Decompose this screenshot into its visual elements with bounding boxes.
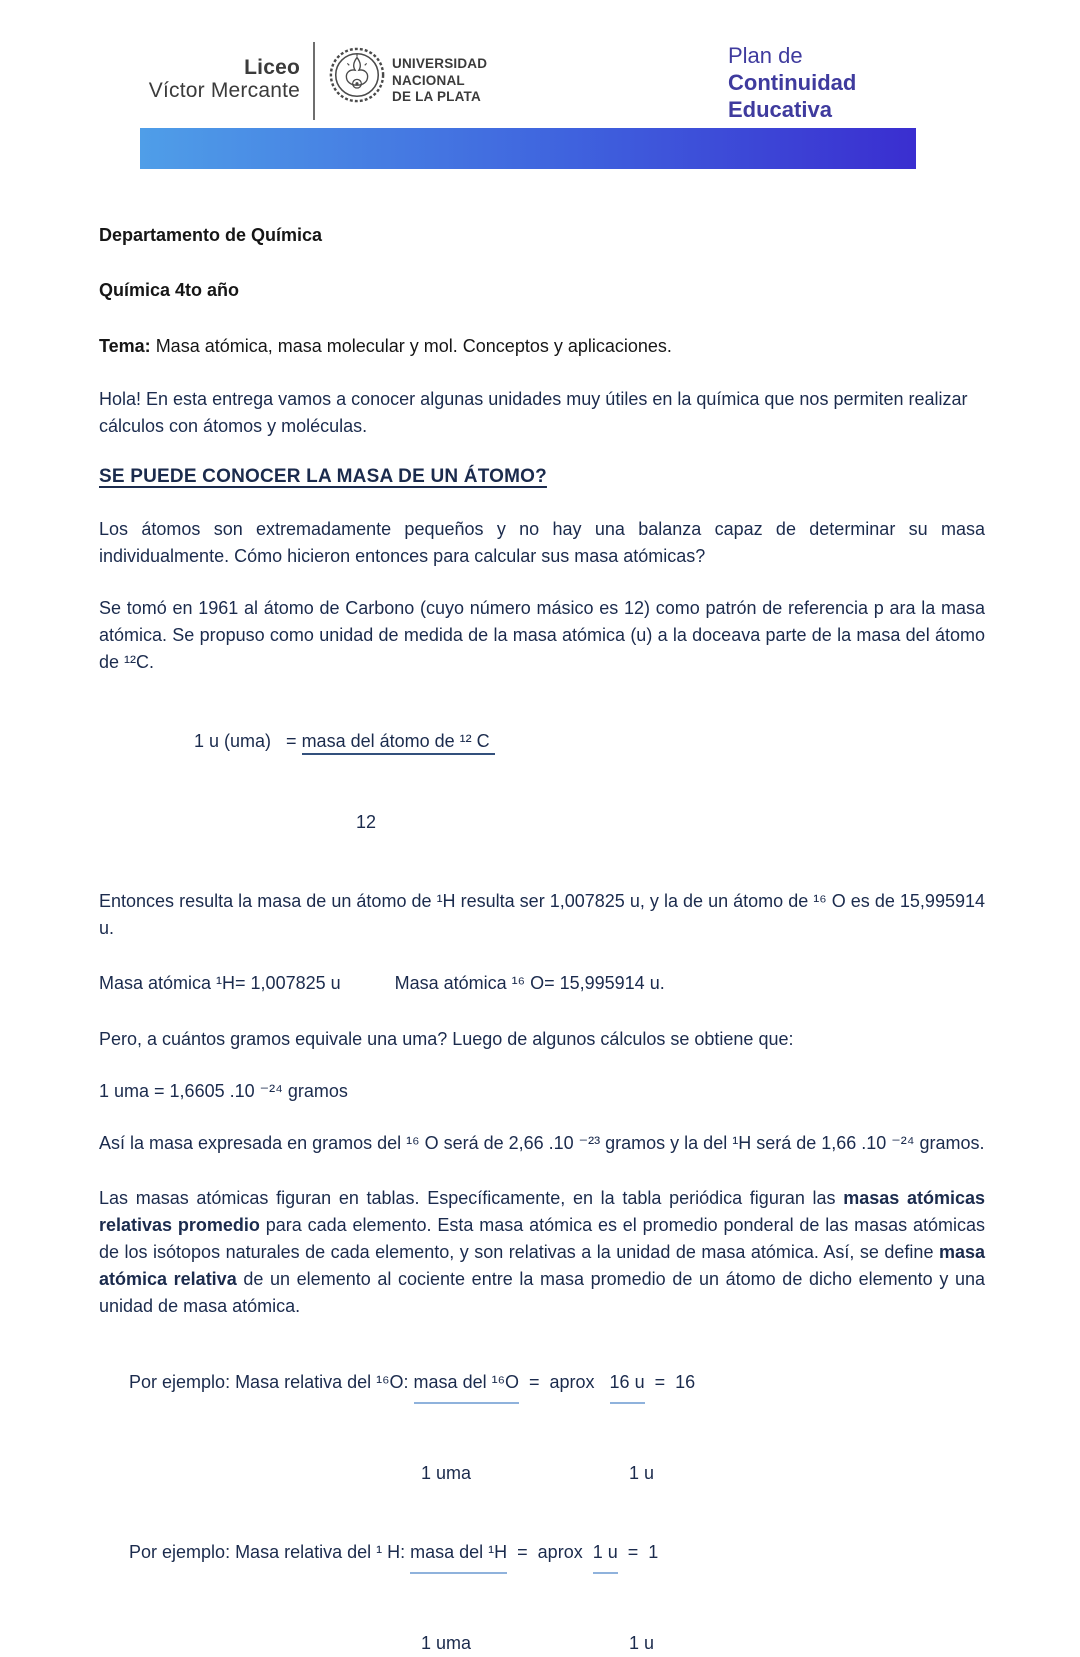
unlp-seal-icon: [328, 44, 386, 111]
example-hydrogen-den1: 1 uma: [421, 1633, 472, 1653]
unlp-wordmark-line2: NACIONAL: [392, 72, 465, 88]
example-oxygen-den2: 1 u: [629, 1463, 655, 1483]
example-hydrogen-value: 1 u: [593, 1539, 618, 1574]
header-gradient-bar: [140, 128, 916, 169]
liceo-logo-line2: Víctor Mercante: [148, 79, 300, 102]
department-title: Departamento de Química: [99, 225, 323, 245]
example-oxygen-prefix: Por ejemplo: Masa relativa del ¹⁶O:: [129, 1372, 414, 1392]
paragraph-atoms: Los átomos son extremadamente pequeños y no hay una balanza capaz de determinar su masa individualmente. Cómo hicieron entonces para calcular sus masa atómicas?: [99, 519, 985, 566]
uma-formula-line: [99, 701, 985, 782]
masa-atomica-h: Masa atómica ¹H= 1,007825 u: [99, 973, 341, 993]
unlp-wordmark-line1: UNIVERSIDAD: [392, 56, 488, 71]
tema-line: [99, 333, 985, 360]
paragraph-asi: Así la masa expresada en gramos del ¹⁶ O será de 2,66 .10 ⁻²³ gramos y la del ¹H será de 1,66 .10 ⁻²⁴ gramos.: [99, 1133, 985, 1153]
plan-logo-line3: Educativa: [728, 97, 832, 122]
example-oxygen-den1: 1 uma: [421, 1463, 472, 1483]
example-hydrogen-numerator: masa del ¹H: [410, 1539, 507, 1574]
tema-label: Tema:: [99, 336, 151, 356]
document-header: [0, 0, 1080, 169]
example-oxygen-line: [99, 1342, 985, 1431]
paragraph-pero: Pero, a cuántos gramos equivale una uma? Luego de algunos cálculos se obtiene que:: [99, 1029, 794, 1049]
liceo-logo: [0, 56, 300, 102]
uma-formula-denominator: 12: [356, 812, 377, 832]
liceo-logo-line1: Liceo: [244, 56, 300, 79]
relativas-part2: para cada elemento. Esta masa atómica es el promedio ponderal de las masas atómicas de los isótopos naturales de cada elemento, y son relativas a la unidad de masa atómica. Así, se define: [99, 1215, 986, 1262]
example-hydrogen-end: = 1: [617, 1542, 659, 1562]
tema-text: Masa atómica, masa molecular y mol. Conceptos y aplicaciones.: [150, 336, 672, 356]
example-hydrogen-mid: = aprox: [507, 1542, 593, 1562]
example-oxygen-value: 16 u: [610, 1369, 645, 1404]
uma-formula-numerator: masa del átomo de ¹² C: [302, 731, 495, 755]
example-hydrogen-den2: 1 u: [629, 1633, 655, 1653]
example-hydrogen-prefix: Por ejemplo: Masa relativa del ¹ H:: [129, 1542, 411, 1562]
section-heading: SE PUEDE CONOCER LA MASA DE UN ÁTOMO?: [99, 466, 547, 487]
example-oxygen-denominators: [99, 1460, 985, 1487]
relativas-part1: Las masas atómicas figuran en tablas. Específicamente, en la tabla periódica figuran las: [99, 1188, 844, 1208]
masa-atomica-line: [99, 970, 985, 997]
relativas-bold2: masa atómica relativa: [99, 1242, 985, 1289]
example-oxygen-end: = 16: [644, 1372, 696, 1392]
example-oxygen-mid: = aprox: [519, 1372, 610, 1392]
relativas-bold1: masas atómicas relativas promedio: [99, 1188, 985, 1235]
masa-atomica-o: Masa atómica ¹⁶ O= 15,995914 u.: [394, 973, 665, 993]
paragraph-intro: Hola! En esta entrega vamos a conocer algunas unidades muy útiles en la química que nos permiten realizar cálculos con átomos y moléculas.: [99, 389, 968, 436]
paragraph-relativas: [99, 1185, 985, 1320]
plan-continuidad-logo: [728, 42, 856, 123]
uma-gramos-line: 1 uma = 1,6605 .10 ⁻²⁴ gramos: [99, 1081, 348, 1101]
example-hydrogen-line: [99, 1512, 985, 1601]
example-hydrogen-denominators: [99, 1630, 985, 1657]
uma-formula-denominator-row: [99, 809, 985, 863]
unlp-wordmark-line3: DE LA PLATA: [392, 89, 481, 104]
plan-logo-line1: Plan de: [728, 43, 803, 68]
relativas-part3: de un elemento al cociente entre la masa promedio de un átomo de dicho elemento y una unidad de masa atómica.: [99, 1269, 985, 1316]
document-body: [99, 222, 985, 1657]
example-oxygen-numerator: masa del ¹⁶O: [414, 1369, 519, 1404]
course-title: Química 4to año: [99, 280, 240, 300]
uma-formula-lhs: 1 u (uma) =: [194, 731, 302, 751]
plan-logo-line2: Continuidad: [728, 70, 857, 95]
paragraph-entonces: Entonces resulta la masa de un átomo de ¹H resulta ser 1,007825 u, y la de un átomo de ¹⁶ O es de 15,995914 u.: [99, 891, 985, 938]
paragraph-carbon: Se tomó en 1961 al átomo de Carbono (cuyo número másico es 12) como patrón de referencia p ara la masa atómica. Se propuso como unidad de medida de la masa atómica (u) a la doceava parte de la masa del átomo de ¹²C.: [99, 598, 985, 672]
unlp-wordmark: [392, 56, 487, 106]
header-divider: [313, 42, 315, 120]
